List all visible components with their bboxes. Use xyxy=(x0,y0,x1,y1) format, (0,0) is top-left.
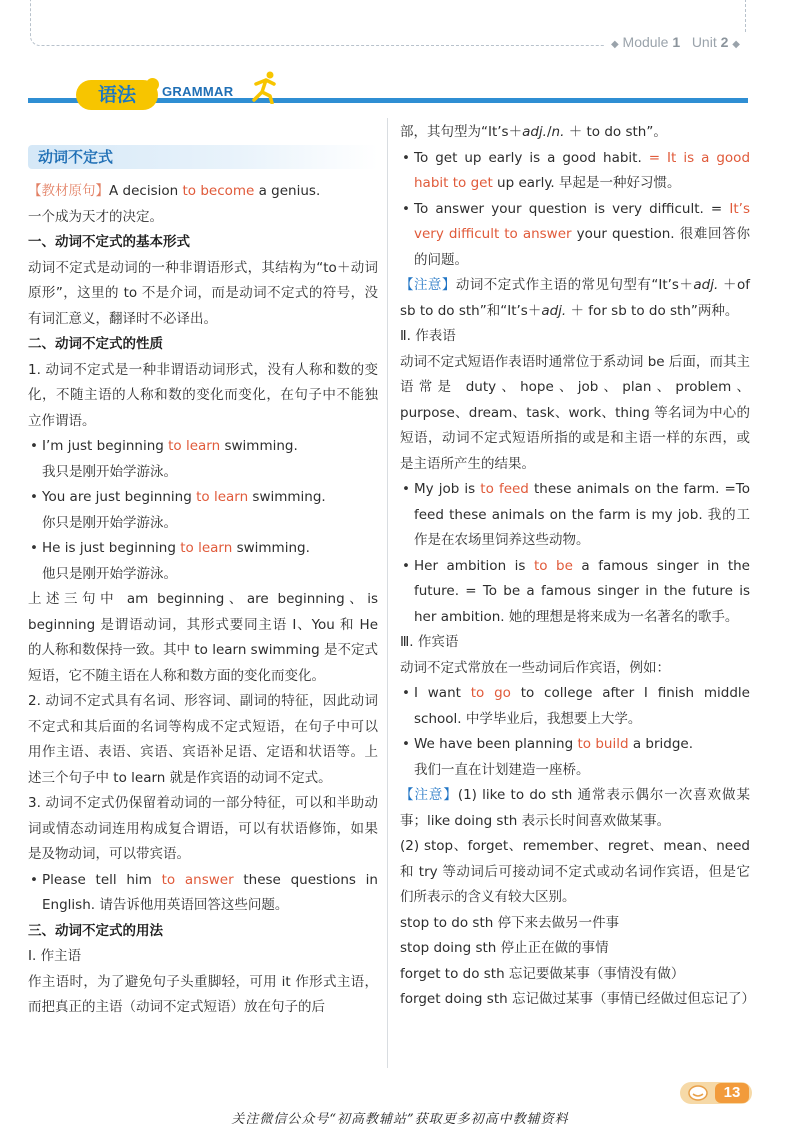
example-translation: 我只是刚开始学游泳。 xyxy=(42,463,177,480)
footer-note: 关注微信公众号“初高教辅站”获取更多初高中教辅资料 xyxy=(231,1112,569,1127)
example-sentence: • Her ambition is to be a famous singer in the future. = To be a famous singer in the future is her ambition. 她的理想是将来成为一名著名的歌手。 xyxy=(400,554,750,631)
example-sentence: • Please tell him to answer these questions in English. 请告诉他用英语回答这些问题。 xyxy=(28,868,378,919)
section-title: 动词不定式 xyxy=(28,145,378,169)
note-verbs: (2) stop、forget、remember、regret、mean、need 和 try 等动词后可接动词不定式或动名词作宾语，但是它们所表示的含义有较大区别。 xyxy=(400,838,750,905)
left-column xyxy=(28,120,378,1021)
module-unit-label: ◆ Module 1 Unit 2 ◆ xyxy=(605,34,746,50)
example-sentence: • You are just beginning to learn swimming. xyxy=(28,485,378,511)
grammar-title-cn: 语法 xyxy=(76,80,158,110)
page-number: 13 xyxy=(715,1083,749,1103)
note-subject: 【注意】动词不定式作主语的常见句型有“It’s＋adj. ＋of sb to do sth”和“It’s＋adj. ＋ for sb to do sth”两种。 xyxy=(400,277,750,319)
paragraph-nature-3: 3. 动词不定式仍保留着动词的一部分特征，可以和半助动词或情态动词连用构成复合谓语，可以有状语修饰，如果是及物动词，可以带宾语。 xyxy=(28,795,378,862)
paragraph-predicative: 动词不定式短语作表语时通常位于系动词 be 后面，而其主语常是 duty、hope、job、plan、problem、purpose、dream、task、work、thing 等名词为中心的短语，动词不定式短语所指的或是和主语一样的东西，或是主语所产生的结果。 xyxy=(400,353,750,472)
paragraph-explanation: 上述三句中 am beginning、are beginning、is beginning 是谓语动词，其形式要同主语 I、You 和 He 的人称和数保持一致。其中 to learn swimming 是不定式短语，它不随主语在人称和数方面的变化而变化。 xyxy=(28,591,378,684)
example-sentence: • He is just beginning to learn swimming. xyxy=(28,536,378,562)
example-translation: 我们一直在计划建造一座桥。 xyxy=(414,761,590,778)
smile-icon xyxy=(688,1085,708,1101)
usage-line: stop doing sth 停止正在做的事情 xyxy=(400,940,609,956)
example-sentence: • I want to go to college after I finish middle school. 中学毕业后，我想要上大学。 xyxy=(400,681,750,732)
source-translation: 一个成为天才的决定。 xyxy=(28,208,163,225)
grammar-title-en: GRAMMAR xyxy=(162,84,234,99)
subheading-predicative: Ⅱ. 作表语 xyxy=(400,328,456,344)
paragraph-nature-2: 2. 动词不定式具有名词、形容词、副词的特征，因此动词不定式和其后面的名词等构成不定式短语，在句子中可以用作主语、表语、宾语、宾语补足语、定语和状语等。上述三个句子中 to learn 就是作宾语的动词不定式。 xyxy=(28,693,378,786)
example-sentence: • To answer your question is very difficult. = It’s very difficult to answer your question. 很难回答你的问题。 xyxy=(400,197,750,274)
paragraph-nature-1: 1. 动词不定式是一种非谓语动词形式，没有人称和数的变化，不随主语的人称和数的变化而变化，在句子中不能独立作谓语。 xyxy=(28,361,378,429)
example-translation: 他只是刚开始学游泳。 xyxy=(42,565,177,582)
usage-line: forget doing sth 忘记做过某事（事情已经做过但忘记了） xyxy=(400,991,755,1007)
example-translation: 你只是刚开始学游泳。 xyxy=(42,514,177,531)
subheading-object: Ⅲ. 作宾语 xyxy=(400,634,459,650)
paragraph-subject-pattern: 部，其句型为“It’s＋adj./n. ＋ to do sth”。 xyxy=(400,124,667,140)
example-sentence: • My job is to feed these animals on the farm. =To feed these animals on the farm is my job. 我的工作是在农场里饲养这些动物。 xyxy=(400,477,750,554)
source-sentence: 【教材原句】A decision to become a genius. xyxy=(28,183,321,199)
example-sentence: • To get up early is a good habit. = It is a good habit to get up early. 早起是一种好习惯。 xyxy=(400,146,750,197)
paragraph-basic-form: 动词不定式是动词的一种非谓语形式，其结构为“to＋动词原形”，这里的 to 不是介词，而是动词不定式的符号，没有词汇意义，翻译时不必译出。 xyxy=(28,259,378,327)
column-divider xyxy=(387,118,388,1068)
note-like: 【注意】(1) like to do sth 通常表示偶尔一次喜欢做某事；like doing sth 表示长时间喜欢做某事。 xyxy=(400,787,750,829)
paragraph-subject: 作主语时，为了避免句子头重脚轻，可用 it 作形式主语，而把真正的主语（动词不定式短语）放在句子的后 xyxy=(28,973,378,1015)
banner-dot xyxy=(146,78,159,91)
example-sentence: • We have been planning to build a bridge. xyxy=(400,732,750,758)
paragraph-object: 动词不定式常放在一些动词后作宾语，例如： xyxy=(400,659,670,676)
usage-line: stop to do sth 停下来去做另一件事 xyxy=(400,914,620,931)
runner-icon xyxy=(248,70,282,104)
right-column xyxy=(400,120,755,1013)
usage-line: forget to do sth 忘记要做某事（事情没有做） xyxy=(400,965,685,982)
example-sentence: • I’m just beginning to learn swimming. xyxy=(28,434,378,460)
heading-nature: 二、动词不定式的性质 xyxy=(28,336,163,352)
subheading-subject: Ⅰ. 作主语 xyxy=(28,948,82,964)
heading-basic-form: 一、动词不定式的基本形式 xyxy=(28,234,190,250)
heading-usage: 三、动词不定式的用法 xyxy=(28,922,163,939)
